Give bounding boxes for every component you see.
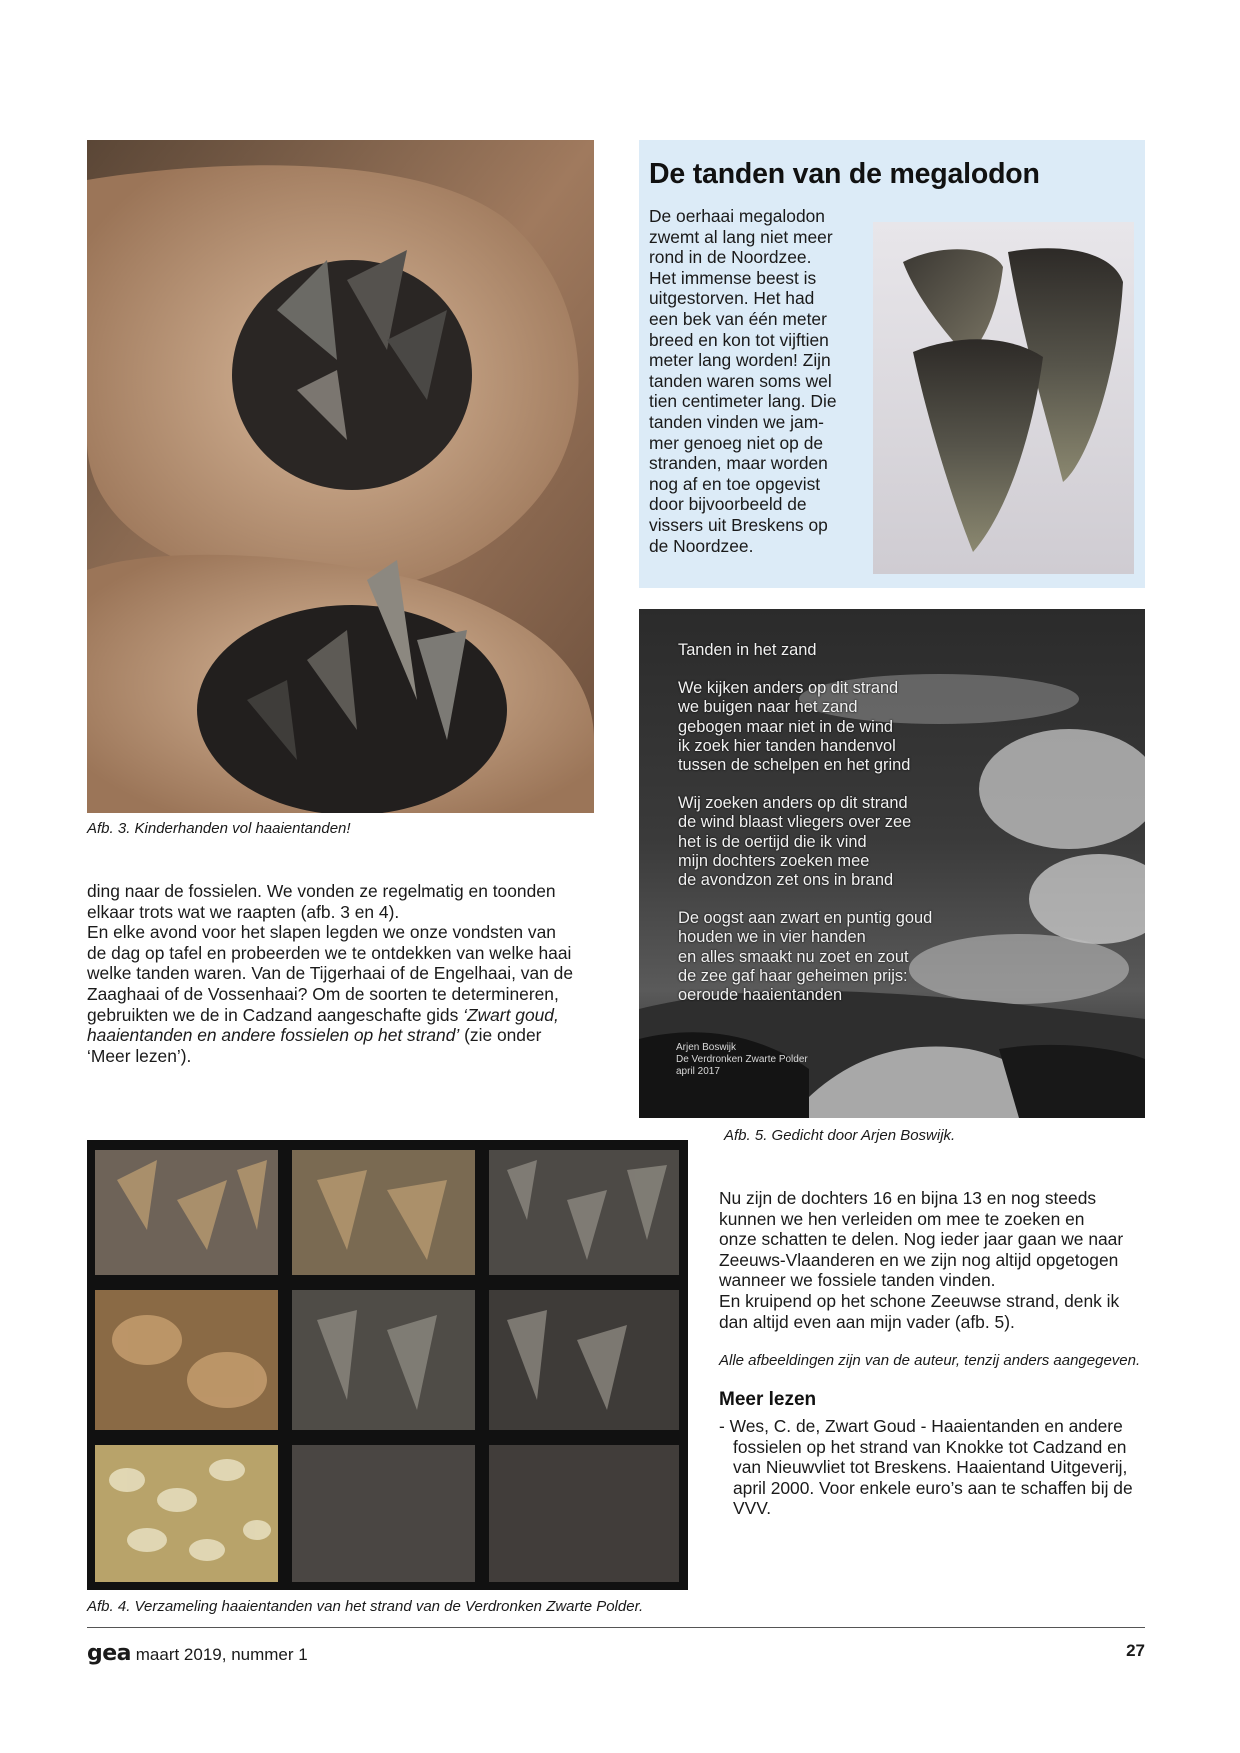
poem-line: Wij zoeken anders op dit strand [678, 794, 908, 813]
book-title-italic: ‘Zwart goud, [463, 1004, 559, 1025]
article-line: En kruipend op het schone Zeeuwse strand, denk ik [719, 1290, 1120, 1311]
reference-line: - Wes, C. de, Zwart Goud - Haaientanden en andere [719, 1416, 1123, 1436]
photo-shark-teeth-collection [87, 1140, 688, 1590]
sidebar-line: nog af en toe opgevist [649, 473, 821, 494]
image-credits: Alle afbeeldingen zijn van de auteur, tenzij anders aangegeven. [719, 1352, 1141, 1369]
reference-line: april 2000. Voor enkele euro’s aan te schaffen bij de [733, 1477, 1133, 1498]
poem-signature-line: De Verdronken Zwarte Polder [676, 1054, 808, 1065]
article-line: Zeeuws-Vlaanderen en we zijn nog altijd opgetogen [719, 1249, 1119, 1270]
article-line: wanneer we fossiele tanden vinden. [719, 1270, 996, 1291]
page-number: 27 [1126, 1641, 1145, 1660]
photo-caption-afb-5: Afb. 5. Gedicht door Arjen Boswijk. [724, 1127, 956, 1144]
article-line [87, 1025, 607, 1046]
poem-line: tussen de schelpen en het grind [678, 756, 911, 775]
sidebar-line: tanden vinden we jam- [649, 411, 824, 432]
sidebar-line: Het immense beest is [649, 267, 817, 288]
photo-hands-with-shark-teeth [87, 140, 594, 813]
issue-info: maart 2019, nummer 1 [135, 1645, 308, 1664]
article-line: dan altijd even aan mijn vader (afb. 5). [719, 1311, 1015, 1332]
poem-signature [676, 1042, 808, 1078]
sidebar-line: breed en kon tot vijftien [649, 329, 829, 350]
sidebar-line: uitgestorven. Het had [649, 288, 815, 309]
sidebar-line: tien centimeter lang. Die [649, 391, 837, 412]
sidebar-line: stranden, maar worden [649, 453, 828, 474]
poem-line: gebogen maar niet in de wind [678, 717, 894, 736]
article-line: kunnen we hen verleiden om mee te zoeken en [719, 1208, 1085, 1229]
poem-signature-line: Arjen Boswijk [676, 1042, 737, 1053]
sidebar-text [649, 206, 874, 556]
sidebar-line: zwemt al lang niet meer [649, 226, 833, 247]
poem-line: en alles smaakt nu zoet en zout [678, 947, 909, 966]
poem-line: de zee gaf haar geheimen prijs: [678, 966, 908, 985]
article-line: Zaaghaai of de Vossenhaai? Om de soorten te determineren, [87, 983, 559, 1004]
poem-line: De oogst aan zwart en puntig goud [678, 909, 933, 928]
reference-line: VVV. [733, 1498, 772, 1519]
article-line: elkaar trots wat we raapten (afb. 3 en 4). [87, 901, 400, 922]
photo-megalodon-teeth [873, 222, 1134, 574]
article-line: Nu zijn de dochters 16 en bijna 13 en nog steeds [719, 1188, 1097, 1208]
poem-line: mijn dochters zoeken mee [678, 851, 870, 870]
photo-caption-afb-4: Afb. 4. Verzameling haaientanden van het strand van de Verdronken Zwarte Polder. [87, 1598, 644, 1615]
sidebar-line: de Noordzee. [649, 535, 754, 556]
article-body-right [719, 1188, 1149, 1332]
poem-line: we buigen naar het zand [678, 698, 858, 717]
article-text: (zie onder [459, 1025, 542, 1046]
footer [87, 1641, 308, 1666]
sidebar-line: door bijvoorbeeld de [649, 494, 807, 515]
megalodon-sidebar [639, 140, 1145, 588]
poem-line: het is de oertijd die ik vind [678, 832, 867, 851]
poem-line: de avondzon zet ons in brand [678, 871, 894, 890]
poem-line: de wind blaast vliegers over zee [678, 813, 912, 832]
reference-line: van Nieuwvliet tot Breskens. Haaientand Uitgeverij, [733, 1457, 1128, 1478]
sidebar-line: vissers uit Breskens op [649, 514, 828, 535]
sidebar-line: een bek van één meter [649, 308, 827, 329]
footer-divider [87, 1627, 1145, 1628]
sidebar-line: mer genoeg niet op de [649, 432, 824, 453]
sidebar-line: tanden waren soms wel [649, 370, 832, 391]
poem-line: ik zoek hier tanden handenvol [678, 736, 896, 755]
sidebar-line: meter lang worden! Zijn [649, 350, 831, 371]
sidebar-title: De tanden van de megalodon [649, 158, 1040, 190]
magazine-logo: gea [87, 1641, 132, 1666]
photo-poem-beach [639, 609, 1145, 1118]
meer-lezen-heading: Meer lezen [719, 1389, 817, 1410]
article-line: de dag op tafel en probeerden we te ontdekken van welke haai [87, 942, 572, 963]
sidebar-line: rond in de Noordzee. [649, 247, 812, 268]
article-body-left [87, 881, 607, 1066]
poem-signature-line: april 2017 [676, 1066, 720, 1077]
article-line [87, 1005, 607, 1026]
reference-line: fossielen op het strand van Knokke tot Cadzand en [733, 1436, 1127, 1457]
sidebar-line: De oerhaai megalodon [649, 206, 825, 226]
meer-lezen-list [719, 1416, 1149, 1519]
poem-line: oeroude haaientanden [678, 986, 843, 1005]
article-line: ding naar de fossielen. We vonden ze regelmatig en toonden [87, 881, 556, 901]
poem-line: We kijken anders op dit strand [678, 679, 899, 698]
photo-caption-afb-3: Afb. 3. Kinderhanden vol haaientanden! [87, 820, 351, 837]
article-line: onze schatten te delen. Nog ieder jaar gaan we naar [719, 1229, 1124, 1250]
book-title-italic: haaientanden en andere fossielen op het strand’ [87, 1025, 460, 1046]
poem-text [678, 641, 932, 1005]
article-line: ‘Meer lezen’). [87, 1045, 192, 1066]
poem-line: houden we in vier handen [678, 928, 866, 947]
article-text: gebruikten we de in Cadzand aangeschafte gids [87, 1004, 464, 1025]
article-line: welke tanden waren. Van de Tijgerhaai of de Engelhaai, van de [87, 963, 573, 984]
article-line: En elke avond voor het slapen legden we onze vondsten van [87, 922, 556, 943]
poem-title: Tanden in het zand [678, 641, 817, 659]
